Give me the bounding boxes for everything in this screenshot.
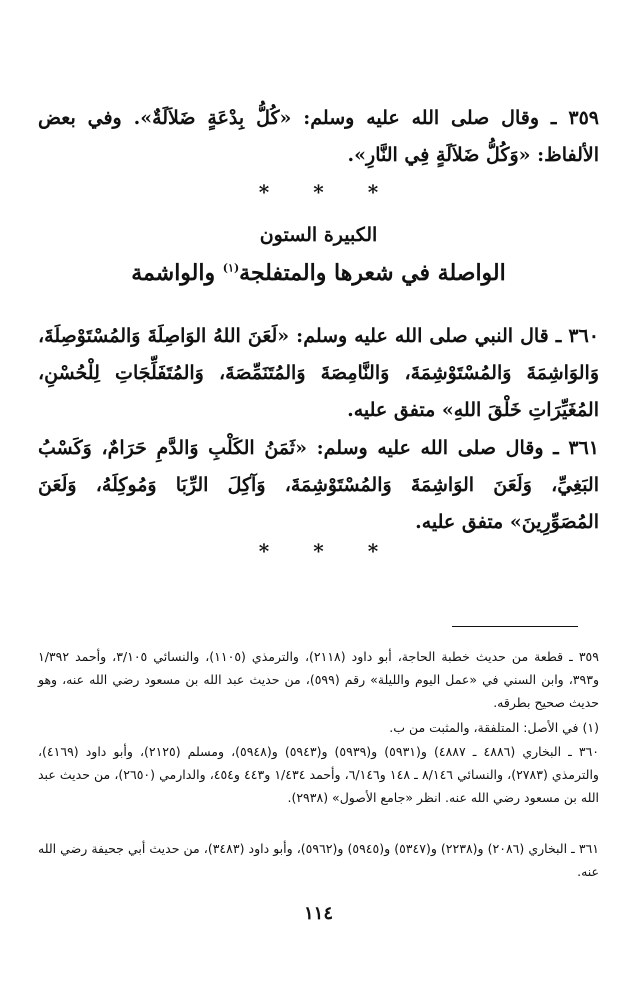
section-divider-bottom [0,539,637,563]
divider-star: * [258,180,270,204]
footnote-361: ٣٦١ ـ البخاري (٢٠٨٦) و(٢٢٣٨) و(٥٣٤٧) و(٥٩٤٥) و(٥٩٦٢)، وأبو داود (٣٤٨٣)، من حديث أبي جحيفة رضي الله عنه. [38,841,600,879]
divider-star: * [367,539,379,563]
divider-star: * [313,180,324,204]
footnote-separator [452,626,578,627]
footnote-1: (١) في الأصل: المتلفقة، والمثبت من ب. [389,720,599,735]
hadith-360: ٣٦٠ ـ قال النبي صلى الله عليه وسلم: «لَعَنَ اللهُ الوَاصِلَةَ وَالمُسْتَوْصِلَةَ، وَالوَاشِمَةَ وَالمُسْتَوْشِمَةَ، وَالنَّامِصَةَ وَالمُتَنَمِّصَةَ، وَالمُتَفَلِّجَاتِ لِلْحُسْنِ، المُغَيِّرَاتِ خَلْقَ اللهِ» متفق عليه. [38,325,599,421]
hadith-361: ٣٦١ ـ وقال صلى الله عليه وسلم: «ثَمَنُ الكَلْبِ وَالدَّمِ حَرَامٌ، وَكَسْبُ البَغِيِّ، وَلَعَنَ الوَاشِمَةَ وَالمُسْتَوْشِمَةَ، وَآكِلَ الرِّبَا وَمُوكِلَهُ، وَلَعَنَ المُصَوِّرِينَ» متفق عليه. [38,437,599,533]
chapter-title [0,260,637,286]
chapter-number: الكبيرة الستون [259,224,378,246]
divider-star: * [258,539,270,563]
footnote-ref[interactable]: (١) [222,261,240,275]
divider-star: * [367,180,379,204]
chapter-title-part1: الواصلة في شعرها والمتفلجة [239,260,506,286]
section-divider-top [0,180,637,204]
page-number: ١١٤ [303,903,333,924]
footnote-360: ٣٦٠ ـ البخاري (٤٨٨٦ ـ ٤٨٨٧) و(٥٩٣١) و(٥٩٣٩) و(٥٩٤٣) و(٥٩٤٨)، ومسلم (٢١٢٥)، وأبو داود (٤١٦٩)، والترمذي (٢٧٨٣)، والنسائي ٨/١٤٦ ـ ١٤٨ و٦/١٤٦، وأحمد ١/٤٣٤ و٤٤٣ و٤٥٤، والدارمي (٢٦٥٠)، من حديث عبد الله بن مسعود رضي الله عنه. انظر «جامع الأصول» (٢٩٣٨). [38,744,600,805]
divider-star: * [313,539,324,563]
footnote-359: ٣٥٩ ـ قطعة من حديث خطبة الحاجة، أبو داود (٢١١٨)، والترمذي (١١٠٥)، والنسائي ٣/١٠٥، وأحمد ١/٣٩٢ و٣٩٣، وابن السني في «عمل اليوم والليلة» رقم (٥٩٩)، من حديث عبد الله بن مسعود رضي الله عنه، وهو حديث صحيح بطرقه. [38,649,599,710]
hadith-359: ٣٥٩ ـ وقال صلى الله عليه وسلم: «كُلُّ بِدْعَةٍ ضَلاَلَةٌ». وفي بعض الألفاظ: «وَكُلُّ ضَلاَلَةٍ فِي النَّارِ». [38,107,599,166]
chapter-title-part2: والواشمة [131,260,216,286]
